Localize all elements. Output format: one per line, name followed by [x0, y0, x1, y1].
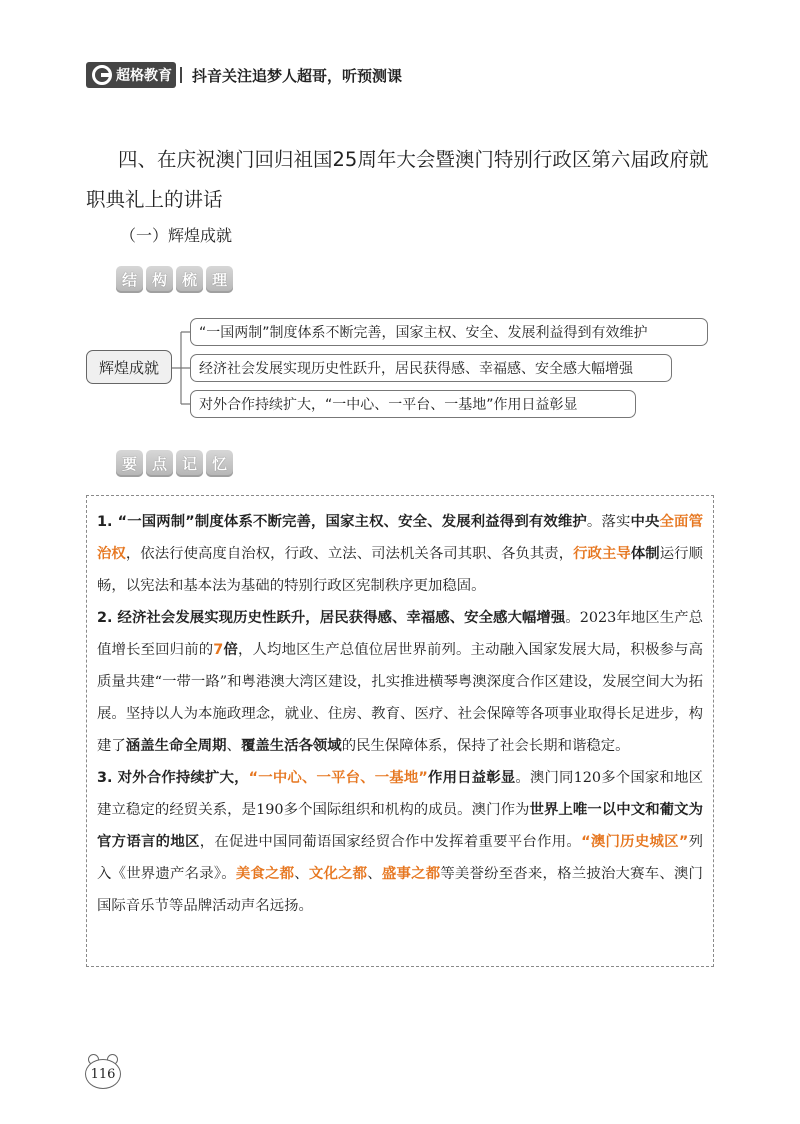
- point-highlight: “一中心、一平台、一基地”: [248, 770, 428, 786]
- point-bold-text: 世界上唯一以中文和葡文为官方语言的地区: [97, 802, 703, 850]
- key-points-box: [86, 495, 714, 967]
- point-text: ，在促进中国同葡语国家经贸合作中发挥着重要平台作用。: [199, 834, 582, 850]
- point-highlight: 美食之都: [235, 866, 295, 882]
- point-text: 运行顺畅，以宪法和基本法为基础的特别行政区宪制秩序更加稳固。: [97, 546, 703, 594]
- point-text: ，依法行使高度自治权，行政、立法、司法机关各司其职、各负其责，: [125, 546, 574, 562]
- mind-map-branch: 对外合作持续扩大，“一中心、一平台、一基地”作用日益彰显: [190, 390, 636, 418]
- structure-badge: [116, 266, 233, 294]
- header-divider: [180, 67, 182, 83]
- badge-char: 构: [146, 266, 173, 293]
- point-bold-text: 体制: [630, 546, 660, 562]
- point-text: 等美誉纷至沓来，格兰披治大赛车、澳门国际音乐节等品牌活动声名远扬。: [97, 866, 703, 914]
- point-text: 、: [294, 866, 309, 882]
- point-text: 。澳门同120多个国家和地区建立稳定的经贸关系，是190多个国际组织和机构的成员。澳门作为: [97, 770, 703, 818]
- point-bold-text: 中央: [630, 514, 660, 530]
- section-title: 四、在庆祝澳门回归祖国25周年大会暨澳门特别行政区第六届政府就职典礼上的讲话: [86, 148, 709, 211]
- key-points-badge: [116, 450, 233, 478]
- point-bold-text: 对外合作持续扩大，: [117, 770, 249, 786]
- point-text: 。2023年地区生产总值增长至回归前的: [97, 610, 703, 658]
- badge-char: 结: [116, 266, 143, 293]
- point-highlight: “澳门历史城区”: [581, 834, 689, 850]
- mind-map-branch: “一国两制”制度体系不断完善，国家主权、安全、发展利益得到有效维护: [190, 318, 708, 346]
- point-bold-text: 覆盖生活各领域: [240, 738, 342, 754]
- point-highlight: 全面管治权: [97, 514, 703, 562]
- key-point-1: [97, 506, 703, 602]
- point-number: 2.: [97, 610, 118, 626]
- mind-map-root: 辉煌成就: [86, 350, 172, 384]
- point-text: 、: [226, 738, 241, 754]
- key-point-2: [97, 602, 703, 762]
- badge-char: 要: [116, 450, 143, 477]
- point-highlight: 行政主导: [573, 546, 631, 562]
- point-bold-text: 作用日益彰显: [427, 770, 516, 786]
- point-text: 列入《世界遗产名录》。: [97, 834, 703, 882]
- point-heading: “一国两制”制度体系不断完善，国家主权、安全、发展利益得到有效维护: [117, 514, 587, 530]
- logo-text: 超格教育: [116, 68, 172, 84]
- page-number: 116: [85, 1059, 121, 1089]
- header-tagline: 抖音关注追梦人超哥，听预测课: [192, 67, 403, 85]
- brand-logo: [86, 62, 176, 88]
- badge-char: 梳: [176, 266, 203, 293]
- mind-map-branch: 经济社会发展实现历史性跃升，居民获得感、幸福感、安全感大幅增强: [190, 354, 672, 382]
- key-point-3: [97, 762, 703, 922]
- point-number: 1.: [97, 514, 118, 530]
- badge-char: 理: [206, 266, 233, 293]
- badge-char: 忆: [206, 450, 233, 477]
- page-header: [0, 58, 800, 92]
- point-highlight: 7: [213, 642, 224, 658]
- badge-char: 点: [146, 450, 173, 477]
- page-number-badge: [84, 1054, 122, 1092]
- badge-char: 记: [176, 450, 203, 477]
- point-text: 。落实: [586, 514, 631, 530]
- point-number: 3.: [97, 770, 118, 786]
- sub-title: （一）辉煌成就: [120, 226, 233, 245]
- point-text: 的民生保障体系，保持了社会长期和谐稳定。: [341, 738, 630, 754]
- point-bold-text: 倍: [223, 642, 238, 658]
- point-highlight: 文化之都: [308, 866, 368, 882]
- point-highlight: 盛事之都: [381, 866, 441, 882]
- point-text: ，人均地区生产总值位居世界前列。主动融入国家发展大局，积极参与高质量共建“一带一路”和粤港澳大湾区建设，扎实推进横琴粤澳深度合作区建设，发展空间大为拓展。坚持以人为本施政理念，就业、住房、教育、医疗、社会保障等各项事业取得长足进步，构建了: [97, 642, 703, 754]
- point-heading: 经济社会发展实现历史性跃升，居民获得感、幸福感、安全感大幅增强: [117, 610, 566, 626]
- point-text: 、: [367, 866, 382, 882]
- logo-mark-icon: [92, 65, 112, 85]
- point-bold-text: 涵盖生命全周期: [125, 738, 227, 754]
